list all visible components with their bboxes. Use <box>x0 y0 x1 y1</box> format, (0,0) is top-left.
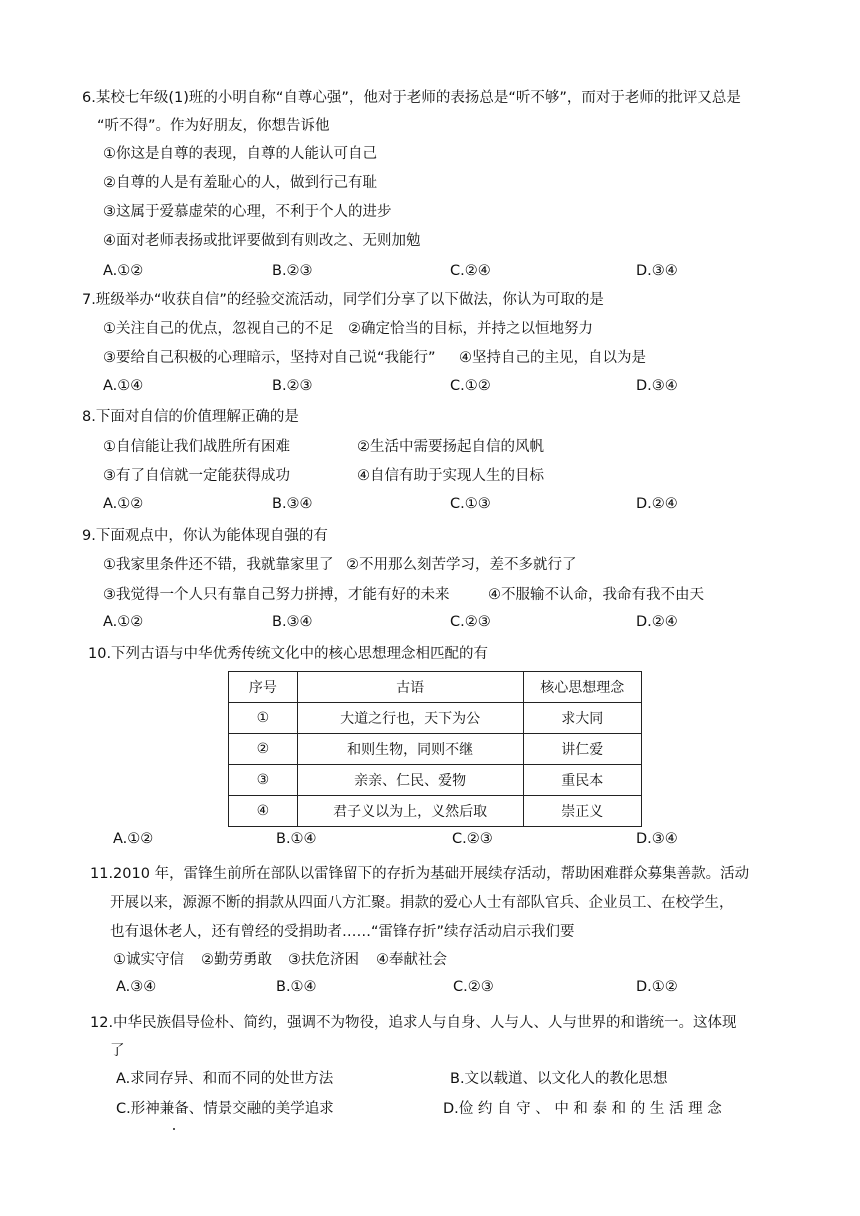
q8-item-1: ①自信能让我们战胜所有困难 <box>103 439 290 455</box>
q8-option-c[interactable]: C.①③ <box>450 496 491 512</box>
q7-item-4: ④坚持自己的主见，自以为是 <box>459 350 646 366</box>
q12-stem-line-2: 了 <box>110 1043 125 1059</box>
q7-stem: 7.班级举办“收获自信”的经验交流活动，同学们分享了以下做法，你认为可取的是 <box>82 292 604 308</box>
q6-item-1: ①你这是自尊的表现，自尊的人能认可自己 <box>103 146 377 162</box>
q11-item-3: ③扶危济困 <box>288 952 359 968</box>
table-cell: 君子义以为上，义然后取 <box>297 796 523 827</box>
q8-option-b[interactable]: B.③④ <box>272 496 313 512</box>
q7-option-d[interactable]: D.③④ <box>636 378 678 394</box>
table-row <box>229 796 642 827</box>
q6-option-d[interactable]: D.③④ <box>636 263 678 279</box>
table-cell: ② <box>229 734 298 765</box>
q12-option-d[interactable]: D.俭 约 自 守 、 中 和 泰 和 的 生 活 理 念 <box>443 1101 722 1117</box>
q6-stem-line-2: “听不得”。作为好朋友，你想告诉他 <box>97 118 330 134</box>
q12-stem-line-1: 12.中华民族倡导俭朴、简约，强调不为物役，追求人与自身、人与人、人与世界的和谐统一。这体现 <box>90 1015 737 1031</box>
q11-option-b[interactable]: B.①④ <box>276 979 317 995</box>
table-cell: ① <box>229 703 298 734</box>
q8-item-3: ③有了自信就一定能获得成功 <box>103 468 290 484</box>
table-header-cell: 古语 <box>297 672 523 703</box>
table-cell: 讲仁爱 <box>523 734 641 765</box>
q12-option-c[interactable]: C.形神兼备、情景交融的美学追求 <box>116 1101 334 1117</box>
q9-option-b[interactable]: B.③④ <box>272 614 313 630</box>
table-cell: ④ <box>229 796 298 827</box>
q10-option-b[interactable]: B.①④ <box>276 831 317 847</box>
table-cell: 重民本 <box>523 765 641 796</box>
q9-option-d[interactable]: D.②④ <box>636 614 678 630</box>
q11-item-1: ①诚实守信 <box>113 952 184 968</box>
q6-option-a[interactable]: A.①② <box>103 263 144 279</box>
q11-option-a[interactable]: A.③④ <box>116 979 157 995</box>
q11-stem-line-1: 11.2010 年，雷锋生前所在部队以雷锋留下的存折为基础开展续存活动，帮助困难群众募集善款。活动 <box>90 866 750 882</box>
stray-dot-mark <box>173 1128 175 1130</box>
q9-stem: 9.下面观点中，你认为能体现自强的有 <box>82 528 328 544</box>
q8-stem: 8.下面对自信的价值理解正确的是 <box>82 409 299 425</box>
q11-item-4: ④奉献社会 <box>376 952 447 968</box>
q10-table <box>228 671 642 827</box>
table-header-cell: 序号 <box>229 672 298 703</box>
q6-item-3: ③这属于爱慕虚荣的心理，不利于个人的进步 <box>103 204 392 220</box>
table-row <box>229 703 642 734</box>
q9-option-c[interactable]: C.②③ <box>450 614 491 630</box>
q11-item-2: ②勤劳勇敢 <box>201 952 272 968</box>
q7-item-2: ②确定恰当的目标，并持之以恒地努力 <box>348 321 593 337</box>
q6-stem-line-1: 6.某校七年级(1)班的小明自称“自尊心强”，他对于老师的表扬总是“听不够”，而对于老师的批评又总是 <box>82 90 741 106</box>
q11-option-d[interactable]: D.①② <box>636 979 678 995</box>
q6-item-4: ④面对老师表扬或批评要做到有则改之、无则加勉 <box>103 233 421 249</box>
q9-item-1: ①我家里条件还不错，我就靠家里了 <box>103 557 334 573</box>
table-header-row <box>229 672 642 703</box>
q9-item-2: ②不用那么刻苦学习，差不多就行了 <box>346 557 577 573</box>
q7-option-b[interactable]: B.②③ <box>272 378 313 394</box>
q11-stem-line-2: 开展以来，源源不断的捐款从四面八方汇聚。捐款的爱心人士有部队官兵、企业员工、在校学生， <box>110 895 734 911</box>
q6-option-b[interactable]: B.②③ <box>272 263 313 279</box>
q11-stem-line-3: 也有退休老人，还有曾经的受捐助者……“雷锋存折”续存活动启示我们要 <box>110 924 575 940</box>
table-cell: 大道之行也，天下为公 <box>297 703 523 734</box>
table-row <box>229 734 642 765</box>
table-cell: 亲亲、仁民、爱物 <box>297 765 523 796</box>
q7-option-a[interactable]: A.①④ <box>103 378 144 394</box>
q8-option-a[interactable]: A.①② <box>103 496 144 512</box>
q12-option-b[interactable]: B.文以载道、以文化人的教化思想 <box>450 1071 668 1087</box>
table-cell: 崇正义 <box>523 796 641 827</box>
q6-option-c[interactable]: C.②④ <box>450 263 491 279</box>
q10-option-d[interactable]: D.③④ <box>636 831 678 847</box>
q9-item-3: ③我觉得一个人只有靠自己努力拼搏，才能有好的未来 <box>103 587 450 603</box>
q6-item-2: ②自尊的人是有羞耻心的人，做到行己有耻 <box>103 175 377 191</box>
q9-option-a[interactable]: A.①② <box>103 614 144 630</box>
q12-option-a[interactable]: A.求同存异、和而不同的处世方法 <box>116 1071 334 1087</box>
table-cell: 和则生物，同则不继 <box>297 734 523 765</box>
q8-option-d[interactable]: D.②④ <box>636 496 678 512</box>
q8-item-2: ②生活中需要扬起自信的风帆 <box>357 439 544 455</box>
q11-option-c[interactable]: C.②③ <box>453 979 494 995</box>
table-row <box>229 765 642 796</box>
q10-option-a[interactable]: A.①② <box>113 831 154 847</box>
q7-item-1: ①关注自己的优点，忽视自己的不足 <box>103 321 334 337</box>
q10-stem: 10.下列古语与中华优秀传统文化中的核心思想理念相匹配的有 <box>88 646 489 662</box>
q8-item-4: ④自信有助于实现人生的目标 <box>357 468 544 484</box>
q9-item-4: ④不服输不认命，我命有我不由天 <box>488 587 704 603</box>
q7-option-c[interactable]: C.①② <box>450 378 491 394</box>
table-cell: ③ <box>229 765 298 796</box>
table-header-cell: 核心思想理念 <box>523 672 641 703</box>
q10-option-c[interactable]: C.②③ <box>452 831 493 847</box>
table-cell: 求大同 <box>523 703 641 734</box>
q7-item-3: ③要给自己积极的心理暗示，坚持对自己说“我能行” <box>103 350 436 366</box>
